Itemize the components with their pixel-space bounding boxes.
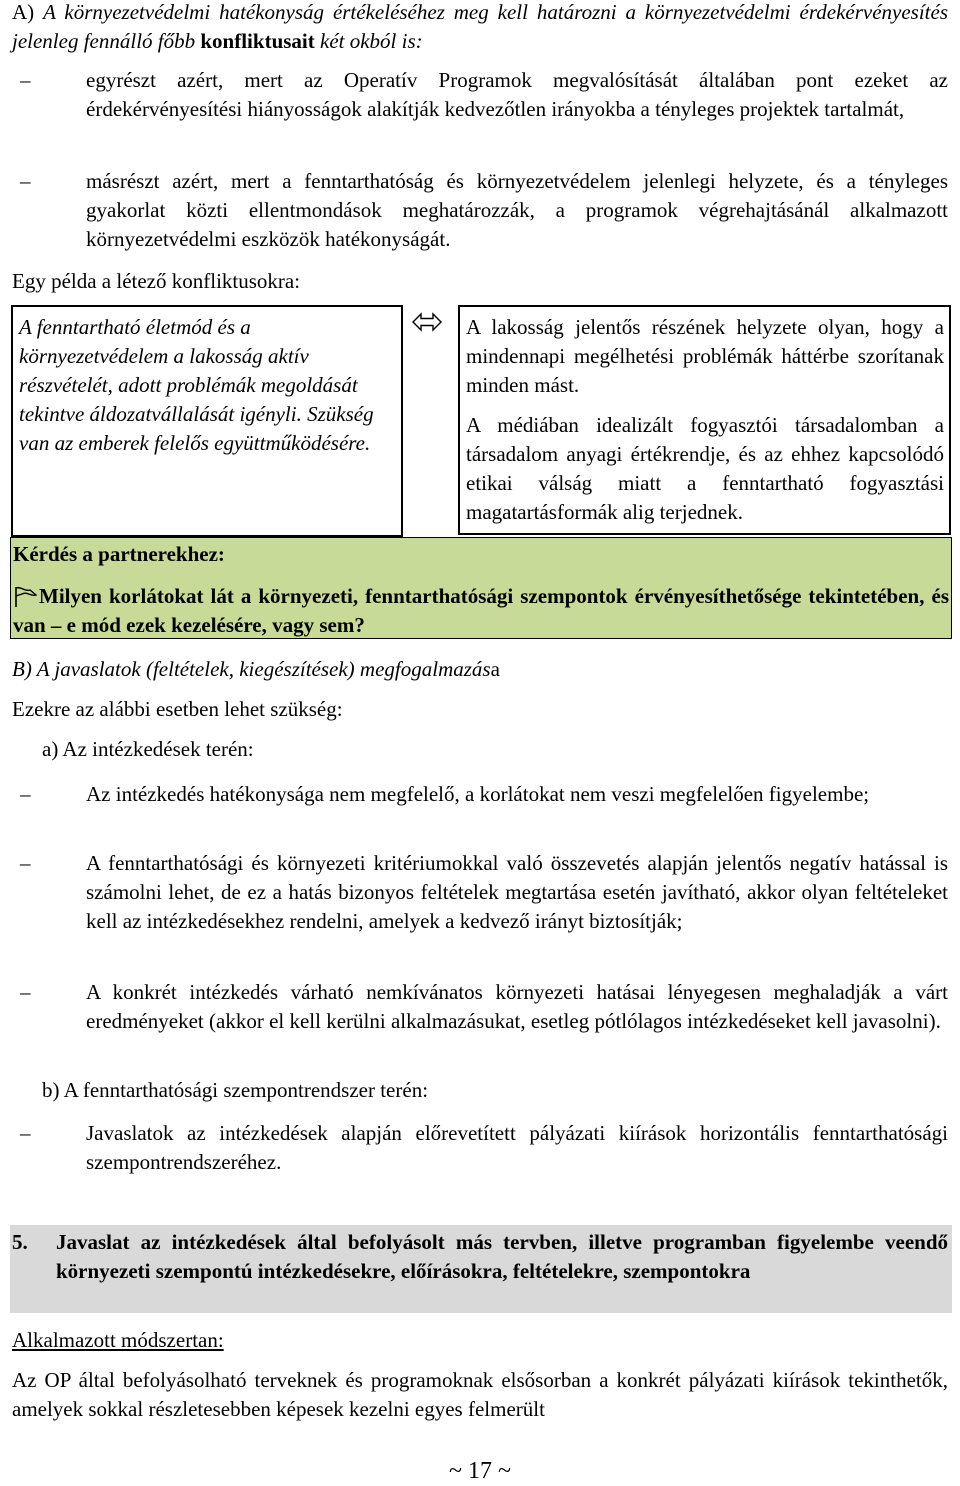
section-a-intro-bold: konfliktusait — [200, 29, 315, 53]
section-b-heading-text: B) A javaslatok (feltételek, kiegészítések) megfogalmazás — [12, 657, 491, 681]
left-conflict-box — [11, 305, 403, 537]
list-item: egyrészt azért, mert az Operatív Programok megvalósítását általában pont ezeket az érdekérvényesítési hiányosságok alakítják kedvezőtlen irányokba a tényleges projektek tartalmát, — [86, 68, 948, 121]
list-item: Javaslatok az intézkedések alapján előrevetített pályázati kiírások horizontális fenntarthatósági szempontrendszeréhez. — [86, 1121, 948, 1174]
section-b-heading-tail: a — [490, 657, 500, 681]
list-item: A fenntarthatósági és környezeti kritériumokkal való összevetés alapján jelentős negatív hatással is számolni lehet, de ez a hatás bizonyos feltételek megtartása esetén javítható, akkor olyan feltételeket kell az intézkedésekhez rendelni, amelyek a kedvező irányt biztosítják; — [86, 851, 948, 933]
example-label: Egy példa a létező konfliktusokra: — [12, 269, 301, 293]
method-label: Alkalmazott módszertan: — [12, 1328, 224, 1352]
dash-bullet: – — [20, 851, 31, 875]
sub-a-label: a) Az intézkedések terén: — [42, 737, 254, 761]
right-conflict-box — [458, 305, 951, 535]
question-label: Kérdés a partnerekhez: — [13, 542, 225, 566]
section-a-intro — [12, 0, 948, 56]
section-5-paragraph: Az OP által befolyásolható terveknek és programoknak elsősorban a konkrét pályázati kiírások tekinthetők, amelyek sokkal részletesebben képesek kezelni egyes felmerült — [12, 1368, 948, 1421]
section-5-heading-bg — [10, 1225, 952, 1313]
section-b-heading — [12, 655, 500, 684]
dash-bullet: – — [20, 169, 31, 193]
right-conflict-text-2: A médiában idealizált fogyasztói társadalomban a társadalom anyagi értékrendje, és az ehhez kapcsolódó etikai válság miatt a fenntartható fogyasztási magatartásformák alig terjednek. — [466, 413, 944, 524]
left-conflict-text: A fenntartható életmód és a környezetvédelem a lakosság aktív részvételét, adott problémák megoldását tekintve áldozatvállalását igényli. Szükség van az emberek felelős együttműködésére. — [19, 315, 374, 455]
dash-bullet: – — [20, 782, 31, 806]
left-right-arrow-icon — [412, 311, 442, 333]
section-a-intro-text: A környezetvédelmi hatékonyság értékeléséhez meg kell határozni a környezetvédelmi érdekérvényesítés jelenleg fennálló főbb — [12, 0, 949, 53]
list-item: Az intézkedés hatékonysága nem megfelelő, a korlátokat nem veszi megfelelően figyelembe; — [86, 782, 870, 806]
right-conflict-text-1: A lakosság jelentős részének helyzete olyan, hogy a mindennapi megélhetési problémák háttérbe szorítanak minden mást. — [466, 315, 944, 397]
sub-b-label: b) A fenntarthatósági szempontrendszer terén: — [42, 1078, 429, 1102]
question-text: Milyen korlátokat lát a környezeti, fenntarthatósági szempontok érvényesíthetősége tekintetében, és van – e mód ezek kezelésére, vagy sem? — [13, 584, 949, 637]
dash-bullet: – — [20, 980, 31, 1004]
list-item: A konkrét intézkedés várható nemkívánatos környezeti hatásai lényegesen meghaladják a várt eredményeket (akkor el kell kerülni alkalmazásukat, esetleg pótlólagos intézkedéseket kell javasolni). — [86, 980, 948, 1033]
section-a-intro-tail: két okból is: — [320, 29, 423, 53]
section-b-intro: Ezekre az alábbi esetben lehet szükség: — [12, 697, 343, 721]
section-5-title: Javaslat az intézkedések által befolyásolt más tervben, illetve programban figyelembe veendő környezeti szempontú intézkedésekre, előírásokra, feltételekre, szempontokra — [56, 1230, 948, 1283]
dash-bullet: – — [20, 1121, 31, 1145]
dash-bullet: – — [20, 68, 31, 92]
list-item: másrészt azért, mert a fenntarthatóság és környezetvédelem jelenlegi helyzete, és a tényleges gyakorlat közti ellentmondások meghatározzák, a programok végrehajtásánál alkalmazott környezetvédelmi eszközök hatékonyságát. — [86, 169, 948, 251]
section-5-number: 5. — [12, 1230, 28, 1254]
question-box — [10, 537, 952, 639]
page-number: ~ 17 ~ — [449, 1458, 511, 1484]
section-a-marker: A) — [12, 0, 35, 24]
